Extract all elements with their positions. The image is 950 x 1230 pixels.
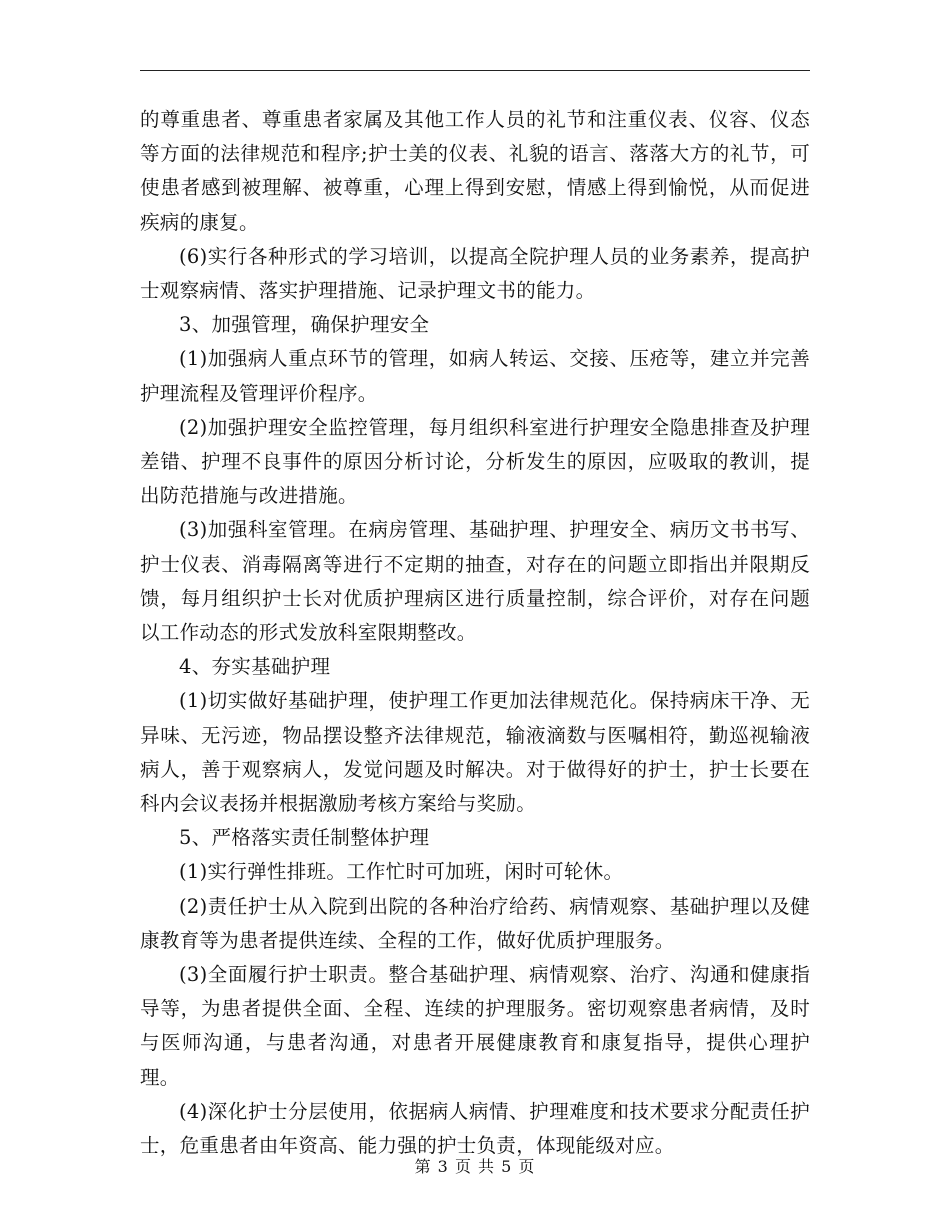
header-rule xyxy=(140,70,810,71)
paragraph: (3)全面履行护士职责。整合基础护理、病情观察、治疗、沟通和健康指导等，为患者提供全面、全程、连续的护理服务。密切观察患者病情，及时与医师沟通，与患者沟通，对患者开展健康教育和康复指导，提供心理护理。 xyxy=(140,963,810,1089)
paragraph: (2)责任护士从入院到出院的各种治疗给药、病情观察、基础护理以及健康教育等为患者提供连续、全程的工作，做好优质护理服务。 xyxy=(140,894,810,952)
paragraph: (2)加强护理安全监控管理，每月组织科室进行护理安全隐患排查及护理差错、护理不良事件的原因分析讨论，分析发生的原因，应吸取的教训，提出防范措施与改进措施。 xyxy=(140,415,810,508)
paragraph: (3)加强科室管理。在病房管理、基础护理、护理安全、病历文书书写、护士仪表、消毒隔离等进行不定期的抽查，对存在的问题立即指出并限期反馈，每月组织护士长对优质护理病区进行质量控制，综合评价，对存在问题以工作动态的形式发放科室限期整改。 xyxy=(140,518,810,645)
document-body xyxy=(140,103,810,1163)
paragraph: (6)实行各种形式的学习培训，以提高全院护理人员的业务素养，提高护士观察病情、落实护理措施、记录护理文书的能力。 xyxy=(140,244,810,303)
section-heading: 3、加强管理，确保护理安全 xyxy=(179,313,430,337)
paragraph: 的尊重患者、尊重患者家属及其他工作人员的礼节和注重仪表、仪容、仪态等方面的法律规范和程序;护士美的仪表、礼貌的语言、落落大方的礼节，可使患者感到被理解、被尊重，心理上得到安慰，情感上得到愉悦，从而促进疾病的康复。 xyxy=(140,108,810,234)
paragraph: (1)加强病人重点环节的管理，如病人转运、交接、压疮等，建立并完善护理流程及管理评价程序。 xyxy=(140,347,810,405)
section-heading: 4、夯实基础护理 xyxy=(179,655,331,679)
section-heading: 5、严格落实责任制整体护理 xyxy=(179,826,430,850)
paragraph: (1)切实做好基础护理，使护理工作更加法律规范化。保持病床干净、无异味、无污迹，物品摆设整齐法律规范，输液滴数与医嘱相符，勤巡视输液病人，善于观察病人，发觉问题及时解决。对于做得好的护士，护士长要在科内会议表扬并根据激励考核方案给与奖励。 xyxy=(140,689,810,816)
paragraph: (1)实行弹性排班。工作忙时可加班，闲时可轮休。 xyxy=(179,860,624,884)
page-number-footer: 第 3 页 共 5 页 xyxy=(414,1157,536,1176)
paragraph: (4)深化护士分层使用，依据病人病情、护理难度和技术要求分配责任护士，危重患者由年资高、能力强的护士负责，体现能级对应。 xyxy=(140,1099,810,1158)
